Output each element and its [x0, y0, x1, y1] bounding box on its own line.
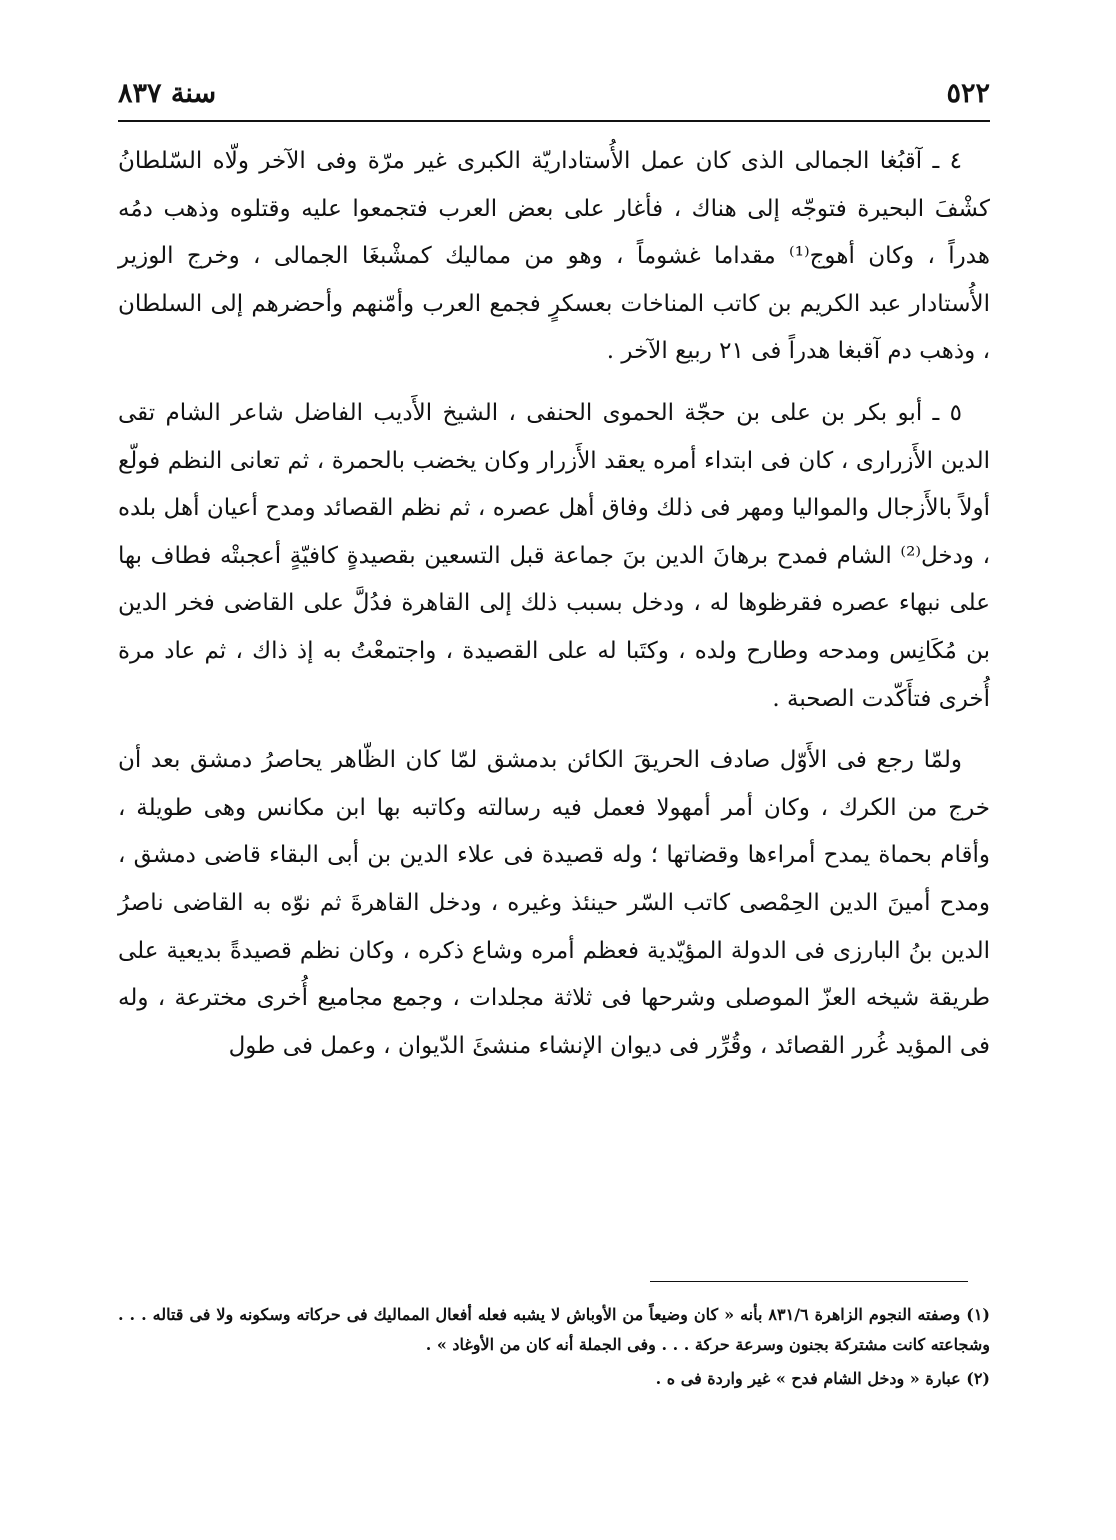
footnote-separator — [650, 1281, 968, 1282]
paragraph-entry-5: ٥ ـ أبو بكر بن على بن حجّة الحموى الحنفى ، الشيخ الأَديب الفاضل شاعر الشام تقى الدين الأَزرارى ، كان فى ابتداء أمره يعقد الأَزرار وكان يخضب بالحمرة ، ثم تعانى النظم فولّع أولاً بالأَزجال والمواليا ومهر فى ذلك وفاق أهل عصره ، ثم نظم القصائد ومدح أعيان أهل بلده ، ودخل⁽²⁾ الشام فمدح برهانَ الدين بنَ جماعة قبل التسعين بقصيدةٍ كافيّةٍ أعجبتْه فطاف بها على نبهاء عصره فقرظوها له ، ودخل بسبب ذلك إلى القاهرة فدُلَّ على القاضى فخر الدين بن مُكَانِس ومدحه وطارح ولده ، وكتَبا له على القصيدة ، واجتمعْتُ به إذ ذاك ، ثم عاد مرة أُخرى فتأَكّدت الصحبة . — [118, 399, 990, 712]
main-text — [118, 138, 990, 1070]
page-header — [118, 78, 990, 122]
footnote-1: (١) وصفته النجوم الزاهرة ٨٣١/٦ بأنه « كان وضيعاً من الأوباش لا يشبه فعله أفعال المماليك فى حركاته وسكونه ولا فى قتاله . . . وشجاعته كانت مشتركة بجنون وسرعة حركة . . . وفى الجملة أنه كان من الأوغاد » . — [118, 1305, 990, 1354]
footnote-2: (٢) عبارة « ودخل الشام فدح » غير واردة فى ه . — [655, 1369, 990, 1388]
page-number: ٥٢٢ — [946, 78, 990, 109]
paragraph-continuation: ولمّا رجع فى الأَوّل صادف الحريقَ الكائن بدمشق لمّا كان الظّاهر يحاصرُ دمشق بعد أن خرج من الكرك ، وكان أمر أمهولا فعمل فيه رسالته وكاتبه بها ابن مكانس وهى طويلة ، وأقام بحماة يمدح أمراءها وقضاتها ؛ وله قصيدة فى علاء الدين بن أبى البقاء قاضى دمشق ، ومدح أمينَ الدين الحِمْصى كاتب السّر حينئذ وغيره ، ودخل القاهرةَ ثم نوّه به القاضى ناصرُ الدين بنُ البارزى فى الدولة المؤيّدية فعظم أمره وشاع ذكره ، وكان نظم قصيدةً بديعية على طريقة شيخه العزّ الموصلى وشرحها فى ثلاثة مجلدات ، وجمع مجاميع أُخرى مخترعة ، وله فى المؤيد غُرر القصائد ، وقُرِّر فى ديوان الإنشاء منشئَ الدّيوان ، وعمل فى طول — [118, 747, 990, 1059]
year-title: سنة ٨٣٧ — [118, 78, 217, 109]
footnotes — [118, 1300, 990, 1394]
paragraph-entry-4: ٤ ـ آقبُغا الجمالى الذى كان عمل الأُستاداريّة الكبرى غير مرّة وفى الآخر ولّاه السّلطانُ كشْفَ البحيرة فتوجّه إلى هناك ، فأغار على بعض العرب فتجمعوا عليه وقتلوه وذهب دمُه هدراً ، وكان أهوج⁽¹⁾ مقداما غشوماً ، وهو من مماليك كمشْبغَا الجمالى ، وخرج الوزير الأُستادار عبد الكريم بن كاتب المناخات بعسكرٍ فجمع العرب وأمّنهم وأحضرهم إلى السلطان ، وذهب دم آقبغا هدراً فى ٢١ ربيع الآخر . — [118, 148, 990, 365]
